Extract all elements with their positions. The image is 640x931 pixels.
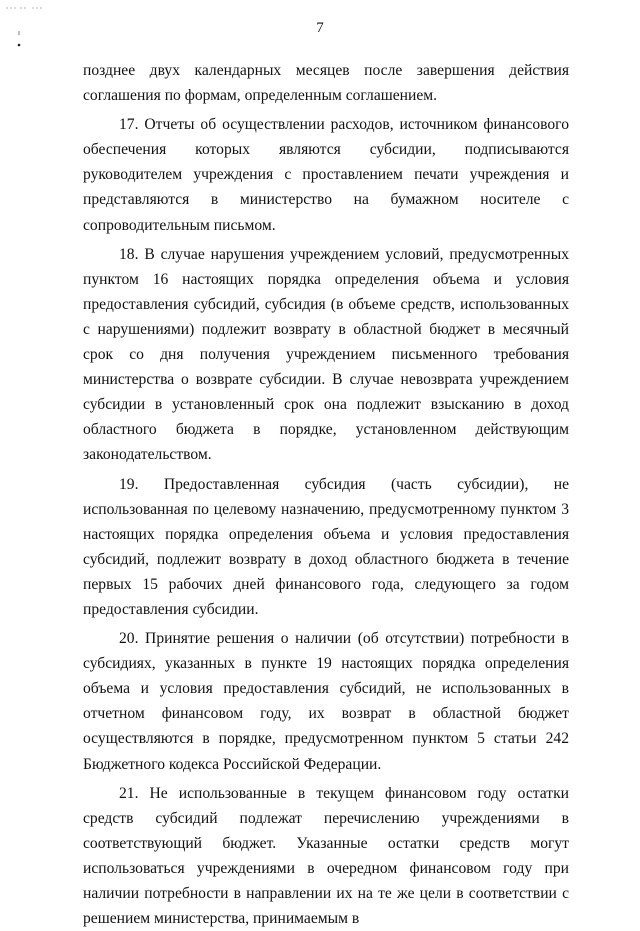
paragraph-19: 19. Предоставленная субсидия (часть субсидии), не использованная по целевому назначению, предусмотренному пунктом 3 настоящих порядка определения объема и условия предоставления субсидий, подлежит возврату в доход областного бюджета в течение первых 15 рабочих дней финансового года, следующего за годом предоставления субсидии. — [83, 475, 569, 618]
paragraph-21: 21. Не использованные в текущем финансовом году остатки средств субсидий подлежат перечислению учреждениями в соответствующий бюджет. Указанные остатки средств могут использоваться учреждениями в очередном финансовом году при наличии потребности в направлении их на те же цели в соответствии с решением министерства, принимаемым в — [83, 784, 569, 928]
paragraph-20: 20. Принятие решения о наличии (об отсутствии) потребности в субсидиях, указанных в пункте 19 настоящих порядка определения объема и условия предоставления субсидий, не использованных в отчетном финансовом году, их возврат в областной бюджет осуществляются в порядке, предусмотренном пунктом 5 статьи 242 Бюджетного кодекса Российской Федерации. — [83, 630, 569, 773]
paragraph-continuation: позднее двух календарных месяцев после завершения действия соглашения по формам, определенным соглашением. — [83, 62, 569, 105]
paragraph-18: 18. В случае нарушения учреждением условий, предусмотренных пунктом 16 настоящих порядка определения объема и условия предоставления субсидий, субсидия (в объеме средств, использованных с нарушениями) подлежит возврату в областной бюджет в месячный срок со дня получения учреждением письменного требования министерства о возврате субсидии. В случае невозврата учреждением субсидии в установленный срок она подлежит взысканию в доход областного бюджета в порядке, установленном действующим законодательством. — [83, 245, 569, 464]
paragraph-17: 17. Отчеты об осуществлении расходов, источником финансового обеспечения которых являются субсидии, подписываются руководителем учреждения с проставлением печати учреждения и представляются в министерство на бумажном носителе с сопроводительным письмом. — [83, 116, 569, 234]
document-body — [83, 58, 569, 931]
page-number: 7 — [316, 20, 324, 36]
scan-mark-top — [4, 0, 46, 12]
